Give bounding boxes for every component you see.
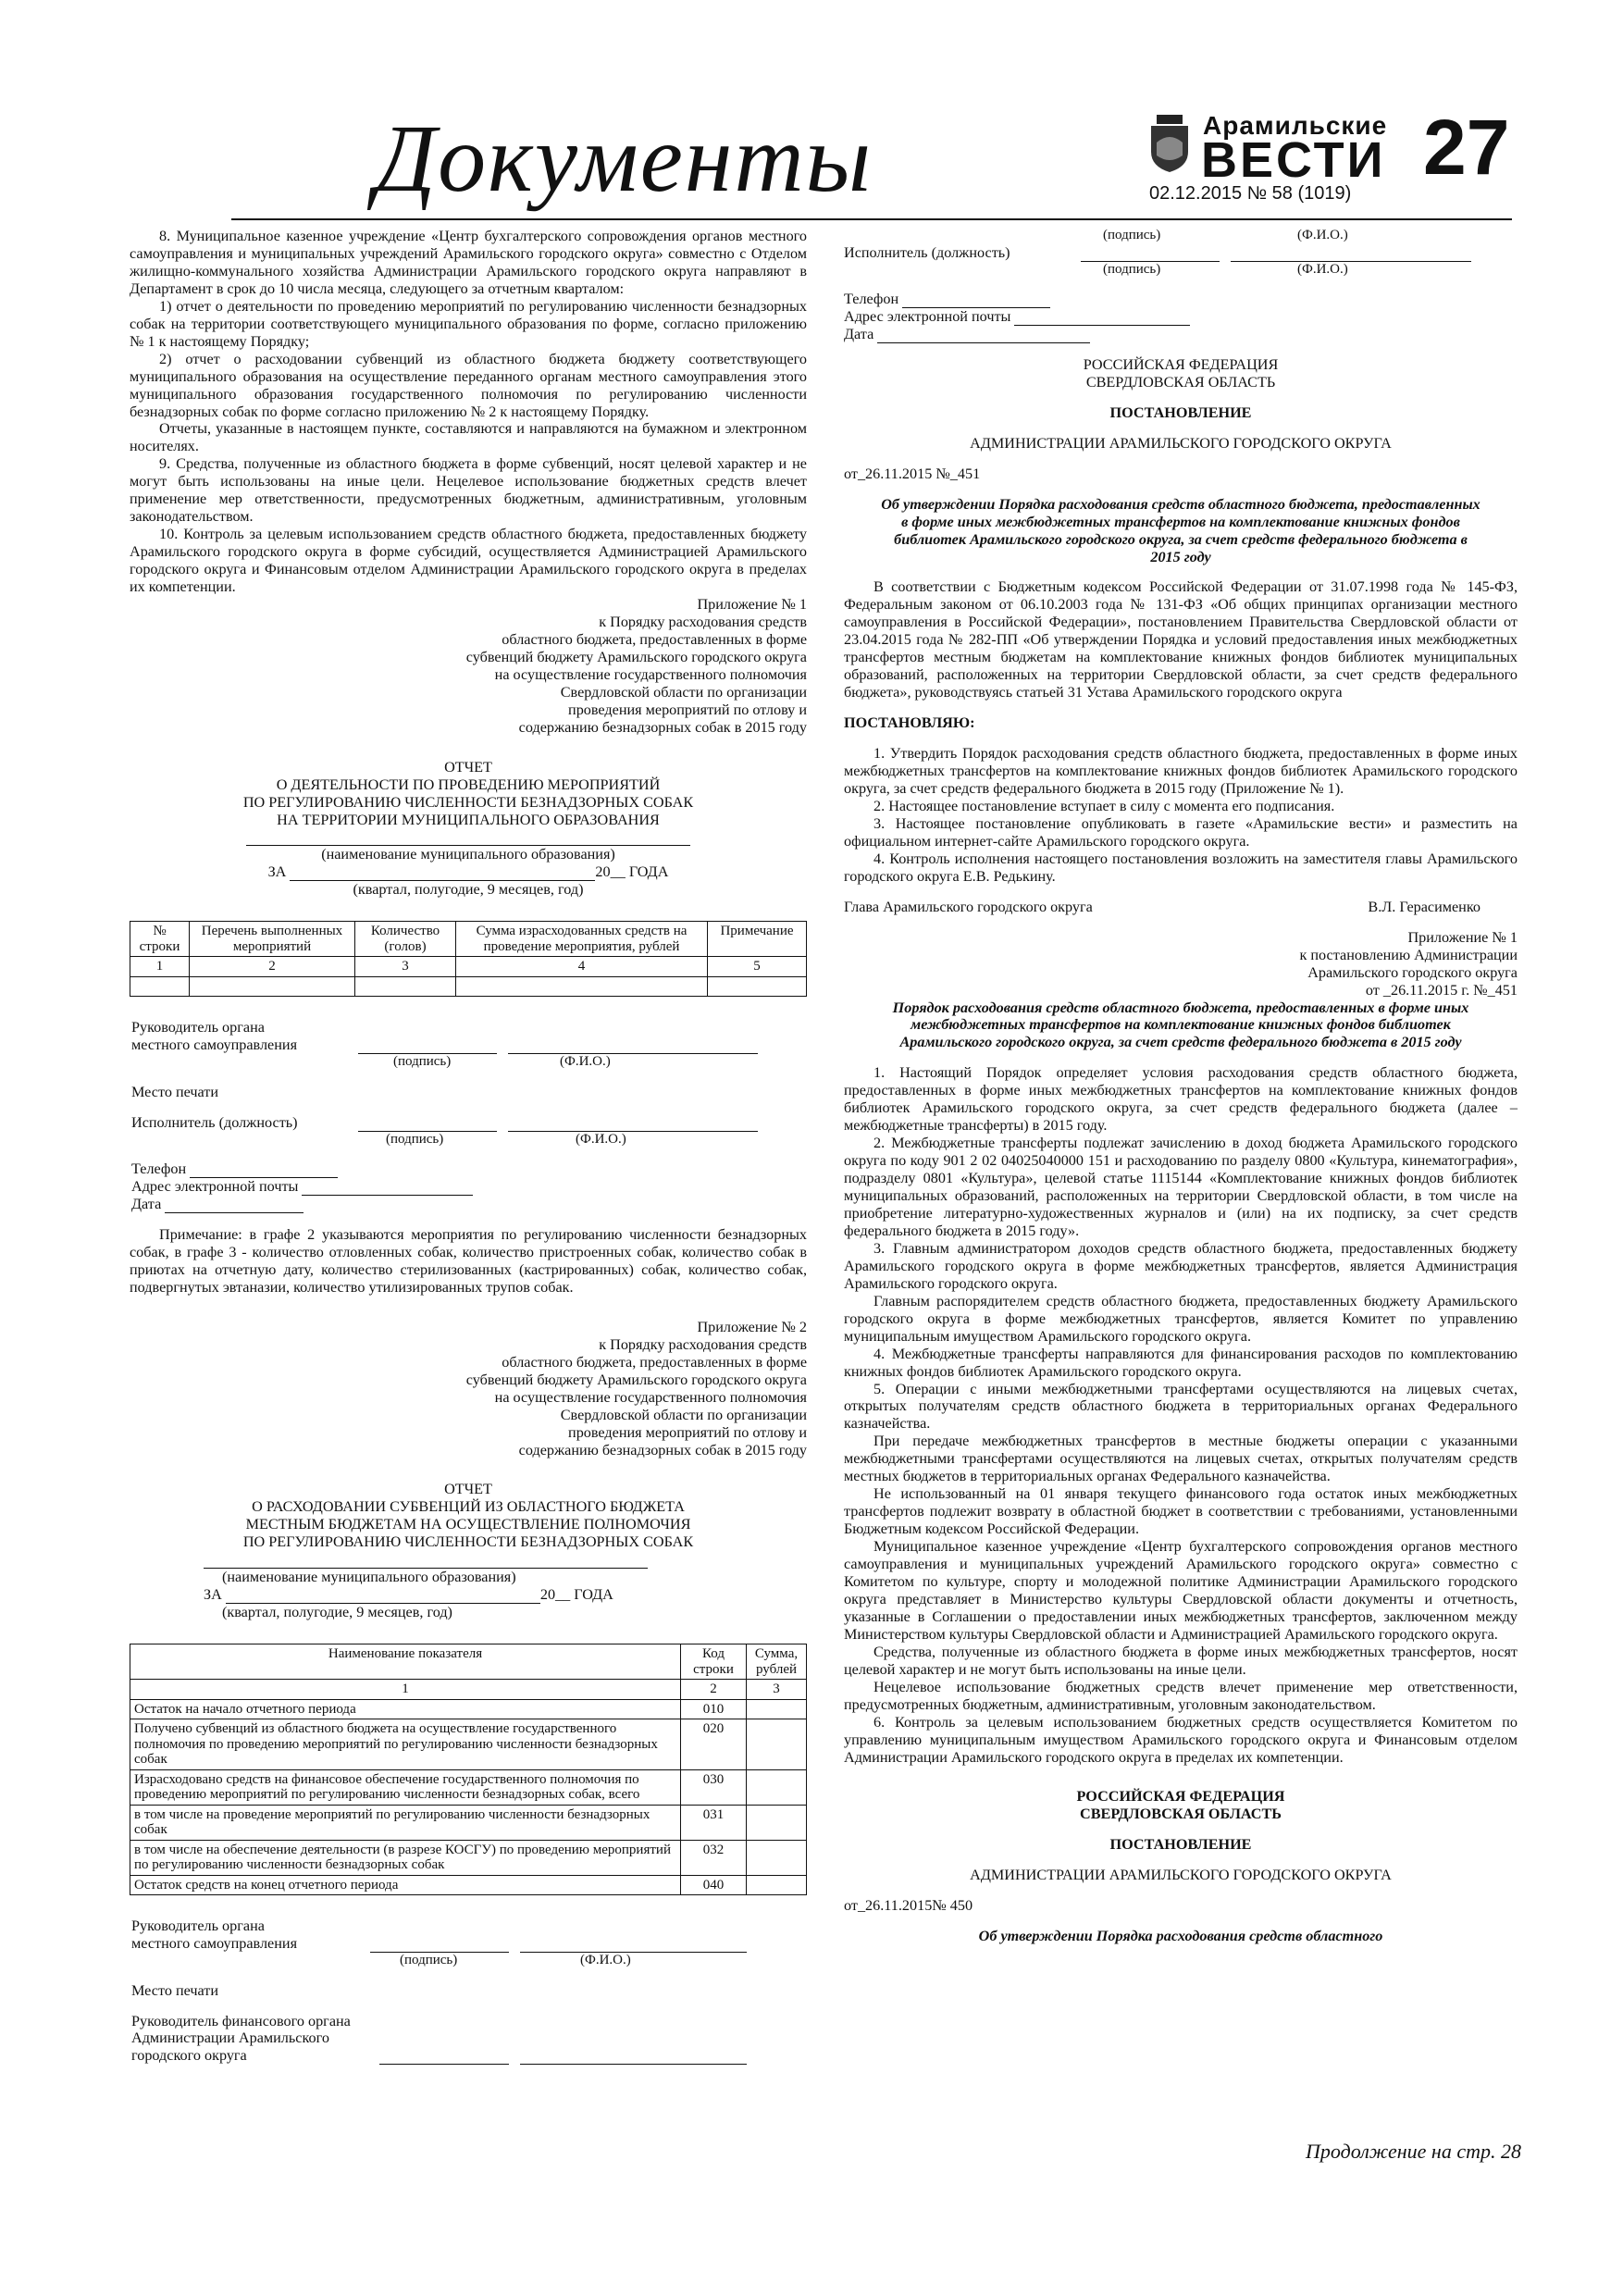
table-row: в том числе на проведение мероприятий по регулированию численности безнадзорных собак 031 — [130, 1805, 807, 1840]
resolution-1-date: от_26.11.2015 №_451 — [844, 465, 981, 482]
paragraph: 6. Контроль за целевым использованием бюджетных средств осуществляется Комитетом по управлению муниципальным имуществом Арамильского городского округа и Финансовым отделом Администрации Арамильского городского округа в пределах их компетенции. — [844, 1713, 1518, 1766]
table-row: Получено субвенций из областного бюджета на осуществление государственного полномочия по проведению мероприятий по регулированию численности безнадзорных собак 020 — [130, 1719, 807, 1770]
paragraph: 10. Контроль за целевым использованием средств областного бюджета, предоставленных бюджету Арамильского городского округа в форме субсидий, осуществляется Администрацией Арамильского городского округа и Финансовым отделом Администрации Арамильского городского округа в пределах их компетенции. — [130, 526, 807, 596]
header-rule — [231, 218, 1512, 220]
resolution-2-date: от_26.11.2015№ 450 — [844, 1897, 973, 1915]
resolution-2-header: РОССИЙСКАЯ ФЕДЕРАЦИЯ СВЕРДЛОВСКАЯ ОБЛАСТЬ ПОСТАНОВЛЕНИЕ — [1076, 1788, 1285, 1854]
paragraph: Главным распорядителем средств областного бюджета, предоставленных бюджету Арамильского городского округа в форме межбюджетных трансфертов, является Комитет по управлению муниципальным имуществом Арамильского городского округа. — [844, 1292, 1518, 1345]
left-column — [130, 228, 807, 2065]
appendix-heading: Приложение № 1 к постановлению Администрации Арамильского городского округа от _26.11.2015 г. №_451 — [1299, 928, 1518, 999]
paragraph: 2. Межбюджетные трансферты подлежат зачислению в доход бюджета Арамильского городского округа по коду 901 2 02 04025040000 151 и расходованию по разделу 0800 «Культура, кинематография», подразделу 0801 «Культура», целевой статье 1115144 «Комплектование книжных фондов библиотек муниципальных образований, расположенных на территории Свердловской области, в том числе на приобретение литературно-художественных журналов и (или) на их подписку, за счет средств федерального бюджета в 2015 году». — [844, 1135, 1518, 1239]
paragraph: 1) отчет о деятельности по проведению мероприятий по регулированию численности безнадзорных собак на территории соответствующего муниципального образования по форме, согласно приложению № 1 к настоящему Порядку; — [130, 297, 807, 350]
report-2-title: ОТЧЕТ О РАСХОДОВАНИИ СУБВЕНЦИЙ ИЗ ОБЛАСТНОГО БЮДЖЕТА МЕСТНЫМ БЮДЖЕТАМ НА ОСУЩЕСТВЛЕНИЕ ПОЛНОМОЧИЯ ПО РЕГУЛИРОВАНИЮ ЧИСЛЕННОСТИ БЕЗНАДЗОРНЫХ СОБАК — [242, 1481, 694, 1551]
paragraph: Отчеты, указанные в настоящем пункте, составляются и направляются на бумажном и электронном носителях. — [130, 420, 807, 455]
continued-note: Продолжение на стр. 28 — [1306, 2140, 1521, 2163]
paragraph: 2. Настоящее постановление вступает в силу с момента его подписания. — [873, 797, 1335, 814]
paragraph: 3. Главным администратором доходов средств областного бюджета, предоставленных бюджету Арамильского городского округа в форме межбюджетных трансфертов, является Администрация Арамильского городского округа. — [844, 1239, 1518, 1292]
note: Примечание: в графе 2 указываются мероприятия по регулированию численности безнадзорных собак, в графе 3 - количество отловленных собак, количество пристроенных собак, количество собак в приютах на отчетную дату, количество стерилизованных (кастрированных) собак, количество собак, подвергнутых эвтаназии, количество утилизированных трупов собак. — [130, 1226, 807, 1296]
paragraph: При передаче межбюджетных трансфертов в местные бюджеты операции с указанными межбюджетными трансфертами осуществляются на лицевых счетах, открытых получателям средств местных бюджетов в территориальных органах Федерального казначейства. — [844, 1433, 1518, 1485]
table-row: Остаток на начало отчетного периода 010 — [130, 1699, 807, 1719]
head-signature: Глава Арамильского городского округа В.Л. Герасименко — [844, 898, 1481, 915]
paragraph: Средства, полученные из областного бюджета в форме иных межбюджетных трансфертов, носят целевой характер и не могут быть использованы на иные цели. — [844, 1643, 1518, 1678]
paragraph: 9. Средства, полученные из областного бюджета в форме субвенций, носят целевой характер и не могут быть использованы на иные цели. Нецелевое использование бюджетных средств влечет применение мер ответственности, предусмотренных бюджетным, административным, уголовным законодательством. — [130, 455, 807, 526]
resolve-heading: ПОСТАНОВЛЯЮ: — [844, 714, 975, 732]
logo-top-text: Арамильские — [1203, 111, 1388, 140]
resolution-1-header: РОССИЙСКАЯ ФЕДЕРАЦИЯ СВЕРДЛОВСКАЯ ОБЛАСТЬ ПОСТАНОВЛЕНИЕ АДМИНИСТРАЦИИ АРАМИЛЬСКОГО ГОРОДСКОГО ОКРУГА — [970, 355, 1392, 452]
issue-info: 02.12.2015 № 58 (1019) — [1149, 183, 1352, 204]
newspaper-logo — [1147, 111, 1388, 188]
logo-main-text: ВЕСТИ — [1201, 132, 1386, 188]
report-1-table: № строки Перечень выполненных мероприятий Количество (голов) Сумма израсходованных средств на проведение мероприятия, рублей Примечание 1 2 3 4 5 — [130, 921, 807, 997]
coat-of-arms-icon — [1147, 115, 1192, 172]
paragraph: Не использованный на 01 января текущего финансового года остаток иных межбюджетных трансфертов подлежит возврату в областной бюджет в соответствии с требованиями, установленными Бюджетным кодексом Российской Федерации. — [844, 1485, 1518, 1538]
signature-block-1: Руководитель органа местного самоуправления (подпись) (Ф.И.О.) Место печати Исполнитель (должность) (подпись) (Ф.И.О.) Телефон Адрес электронной почты Дата — [130, 1019, 807, 1213]
report-2-form: (наименование муниципального образования) ЗА 20__ ГОДА (квартал, полугодие, 9 месяцев, год) — [130, 1551, 807, 1621]
appendix-1-heading: Приложение № 1 к Порядку расходования средств областного бюджета, предоставленных в форме субвенций бюджету Арамильского городского округа на осуществление государственного полномочия Свердловской области по организации проведения мероприятий по отлову и содержанию безнадзорных собак в 2015 году — [465, 596, 807, 736]
report-2-table: Наименование показателя Код строки Сумма, рублей 1 2 3 Остаток на начало отчетного периода 010 Получено субвенций из областного бюджета на осуществление государственного полномочия по проведению мероприятий по регулированию численности безнадзорных собак 020 Израсходовано средств на финансовое обеспечение государственного полномочия по проведению мероприятий по регулированию численности безнадзорных собак, всего 030 в том числе на проведение мероприятий по регулированию численности безнадзорных собак 031 в том числе на обеспечение деятельности (в разрезе КОСГУ) по проведению мероприятий по регулированию численности безнадзорных собак 032 Остаток средств на конец отчетного периода 040 — [130, 1644, 807, 1895]
paragraph: 4. Межбюджетные трансферты направляются для финансирования расходов по комплектованию книжных фондов библиотек Арамильского городского округа. — [844, 1345, 1518, 1380]
paragraph: 1. Утвердить Порядок расходования средств областного бюджета, предоставленных в форме иных межбюджетных трансфертов на комплектование книжных фондов библиотек Арамильского городского округа, за счет средств федерального бюджета в 2015 году (Приложение № 1). — [844, 745, 1518, 798]
appendix-2-heading: Приложение № 2 к Порядку расходования средств областного бюджета, предоставленных в форме субвенций бюджету Арамильского городского округа на осуществление государственного полномочия Свердловской области по организации проведения мероприятий по отлову и содержанию безнадзорных собак в 2015 году — [465, 1318, 807, 1458]
section-title: Документы — [375, 105, 873, 212]
paragraph: Нецелевое использование бюджетных средств влечет применение мер ответственности, предусмотренных бюджетным, административным, уголовным законодательством. — [844, 1678, 1518, 1713]
paragraph: 3. Настоящее постановление опубликовать в газете «Арамильские вести» и разместить на официальном интернет-сайте Арамильского городского округа. — [844, 814, 1518, 850]
resolution-2-title: Об утверждении Порядка расходования средств областного — [978, 1928, 1383, 1945]
order-title: Порядок расходования средств областного бюджета, предоставленных в форме иных межбюджетных трансфертов на комплектование книжных фондов библиотек Арамильского городского округа, за счет средств федерального бюджета в 2015 году — [892, 999, 1469, 1051]
paragraph: 1. Настоящий Порядок определяет условия расходования средств областного бюджета, предоставленных в форме иных межбюджетных трансфертов на комплектование книжных фондов библиотек Арамильского городского округа, за счет средств федерального бюджета (далее – межбюджетные трансферты) в 2015 году. — [844, 1064, 1518, 1135]
signature-block-2: Руководитель органа местного самоуправления (подпись) (Ф.И.О.) Место печати Руководитель финансового органа Администрации Арамильского городского округа — [130, 1917, 807, 2065]
paragraph: 8. Муниципальное казенное учреждение «Центр бухгалтерского сопровождения органов местного самоуправления и муниципальных учреждений Арамильского городского округа» совместно с Отделом жилищно-коммунального хозяйства Администрации Арамильского городского округа направляют в Департамент в срок до 10 числа месяца, следующего за отчетным кварталом: — [130, 228, 807, 297]
paragraph: 5. Операции с иными межбюджетными трансфертами осуществляются на лицевых счетах, открытых получателям средств областного бюджета в территориальных органах Федерального казначейства. — [844, 1380, 1518, 1433]
resolution-1-title: Об утверждении Порядка расходования средств областного бюджета, предоставленных в форме иных межбюджетных трансфертов на комплектование книжных фондов библиотек Арамильского городского округа, за счет средств федерального бюджета в 2015 году — [881, 495, 1481, 565]
table-row: в том числе на обеспечение деятельности (в разрезе КОСГУ) по проведению мероприятий по регулированию численности безнадзорных собак 032 — [130, 1840, 807, 1875]
table-row: Израсходовано средств на финансовое обеспечение государственного полномочия по проведению мероприятий по регулированию численности безнадзорных собак, всего 030 — [130, 1769, 807, 1805]
table-row: Остаток средств на конец отчетного периода 040 — [130, 1875, 807, 1895]
page-number: 27 — [1423, 104, 1510, 191]
right-column: (подпись) (Ф.И.О.) Исполнитель (должность) (подпись) (Ф.И.О.) Телефон Адрес электронной почты Дата РОССИЙСКАЯ ФЕДЕРАЦИЯ СВЕРДЛОВСКАЯ ОБЛАСТЬ ПОСТАНОВЛЕНИЕ АДМИНИСТРАЦИИ АРАМИЛЬСКОГО ГОРОДСКОГО ОКРУГА от_26.11.2015 №_451 Об утверждении Порядка расходования средств областного бюджета, предоставленных в форме иных межбюджетных трансфертов на комплектование книжных фондов библиотек Арамильского городского округа, за счет средств федерального бюджета в 2015 году В соответствии с Бюджетным кодексом Российской Федерации от 31.07.1998 года № 145-ФЗ, Федеральным законом от 06.10.2003 года № 131-ФЗ «Об общих принципах организации местного самоуправления в Российской Федерации», постановлением Правительства Свердловской области от 23.04.2015 года № 282-ПП «Об утверждении Порядка и условий предоставления иных межбюджетных трансфертов местным бюджетам на комплектование книжных фондов библиотек муниципальных образований, расположенных на территории Свердловской области, за счет средств федерального бюджета», руководствуясь статьей 31 Устава Арамильского городского округа ПОСТАНОВЛЯЮ: 1. Утвердить Порядок расходования средств областного бюджета, предоставленных в форме иных межбюджетных трансфертов на комплектование книжных фондов библиотек Арамильского городского округа, за счет средств федерального бюджета в 2015 году (Приложение № 1). 2. Настоящее постановление вступает в силу с момента его подписания. 3. Настоящее постановление опубликовать в газете «Арамильские вести» и разместить на официальном интернет-сайте Арамильского городского округа. 4. Контроль исполнения настоящего постановления возложить на заместителя главы Арамильского городского округа Е.В. Редькину. Глава Арамильского городского округа В.Л. Герасименко Приложение № 1 к постановлению Администрации Арамильского городского округа от _26.11.2015 г. №_451 Порядок расходования средств областного бюджета, предоставленных в форме иных межбюджетных трансфертов на комплектование книжных фондов библиотек Арамильского городского округа, за счет средств федерального бюджета в 2015 году 1. Настоящий Порядок определяет условия расходования средств областного бюджета, предоставленных в форме иных межбюджетных трансфертов на комплектование книжных фондов библиотек Арамильского городского округа, за счет средств федерального бюджета (далее – межбюджетные трансферты) в 2015 году. 2. Межбюджетные трансферты подлежат зачислению в доход бюджета Арамильского городского округа по коду 901 2 02 04025040000 151 и расходованию по разделу 0800 «Культура, кинематография», подразделу 0801 «Культура», целевой статье 1115144 «Комплектование книжных фондов библиотек муниципальных образований, расположенных на территории Свердловской области, в том числе на приобретение литературно-художественных журналов и (или) на их подписку, за счет средств федерального бюджета в 2015 году». 3. Главным администратором доходов средств областного бюджета, предоставленных бюджету Арамильского городского округа в форме межбюджетных трансфертов, является Администрация Арамильского городского округа. Главным распорядителем средств областного бюджета, предоставленных бюджету Арамильского городского округа в форме межбюджетных трансфертов, является Комитет по управлению муниципальным имуществом Арамильского городского округа. 4. Межбюджетные трансферты направляются для финансирования расходов по комплектованию книжных фондов библиотек Арамильского городского округа. 5. Операции с иными межбюджетными трансфертами осуществляются на лицевых счетах, открытых получателям средств областного бюджета в территориальных органах Федерального казначейства. При передаче межбюджетных трансфертов в местные бюджеты операции с указанными межбюджетными трансфертами осуществляются на лицевых счетах, открытых получателям средств местных бюджетов в территориальных органах Федерального казначейства. Не использованный на 01 января текущего финансового года остаток иных межбюджетных трансфертов подлежит возврату в областной бюджет в соответствии с требованиями, установленными Бюджетным кодексом Российской Федерации. Муниципальное казенное учреждение «Центр бухгалтерского сопровождения органов местного самоуправления и муниципальных учреждений Арамильского городского округа» совместно с Комитетом по культуре, спорту и молодежной политике Администрации Арамильского городского округа представляет в Министерство культуры Свердловской области документы и отчетность, указанные в Соглашении о предоставлении иных межбюджетных трансфертов, заключенном между Министерством культуры Свердловской области и Администрацией Арамильского городского округа. Средства, полученные из областного бюджета в форме иных межбюджетных трансфертов, носят целевой характер и не могут быть использованы на иные цели. Нецелевое использование бюджетных средств влечет применение мер ответственности, предусмотренных бюджетным, административным, уголовным законодательством. 6. Контроль за целевым использованием бюджетных средств осуществляется Комитетом по управлению муниципальным имуществом Арамильского городского округа и Финансовым отделом Администрации Арамильского городского округа в пределах их компетенции. РОССИЙСКАЯ ФЕДЕРАЦИЯ СВЕРДЛОВСКАЯ ОБЛАСТЬ ПОСТАНОВЛЕНИЕ АДМИНИСТРАЦИИ АРАМИЛЬСКОГО ГОРОДСКОГО ОКРУГА от_26.11.2015№ 450 Об утверждении Порядка расходования средств областного — [844, 228, 1518, 1945]
paragraph: 2) отчет о расходовании субвенций из областного бюджета бюджету соответствующего муниципального образования на осуществление переданного органам местного самоуправления этого муниципального образования государственного полномочия по регулированию численности безнадзорных собак по форме согласно приложению № 2 к настоящему Порядку. — [130, 350, 807, 420]
report-1-title: ОТЧЕТ О ДЕЯТЕЛЬНОСТИ ПО ПРОВЕДЕНИЮ МЕРОПРИЯТИЙ ПО РЕГУЛИРОВАНИЮ ЧИСЛЕННОСТИ БЕЗНАДЗОРНЫХ СОБАК НА ТЕРРИТОРИИ МУНИЦИПАЛЬНОГО ОБРАЗОВАНИЯ — [242, 758, 694, 828]
paragraph: В соответствии с Бюджетным кодексом Российской Федерации от 31.07.1998 года № 145-ФЗ, Федеральным законом от 06.10.2003 года № 131-ФЗ «Об общих принципах организации местного самоуправления в Российской Федерации», постановлением Правительства Свердловской области от 23.04.2015 года № 282-ПП «Об утверждении Порядка и условий предоставления иных межбюджетных трансфертов местным бюджетам на комплектование книжных фондов библиотек муниципальных образований, расположенных на территории Свердловской области, за счет средств федерального бюджета», руководствуясь статьей 31 Устава Арамильского городского округа — [844, 578, 1518, 701]
paragraph: 4. Контроль исполнения настоящего постановления возложить на заместителя главы Арамильского городского округа Е.В. Редькину. — [844, 850, 1518, 885]
paragraph: Муниципальное казенное учреждение «Центр бухгалтерского сопровождения органов местного самоуправления и муниципальных учреждений Арамильского городского округа» совместно с Комитетом по культуре, спорту и молодежной политике Администрации Арамильского городского округа представляет в Министерство культуры Свердловской области документы и отчетность, указанные в Соглашении о предоставлении иных межбюджетных трансфертов, заключенном между Министерством культуры Свердловской области и Администрацией Арамильского городского округа. — [844, 1538, 1518, 1643]
report-1-form: (наименование муниципального образования) ЗА 20__ ГОДА (квартал, полугодие, 9 месяцев, год) — [130, 828, 807, 899]
